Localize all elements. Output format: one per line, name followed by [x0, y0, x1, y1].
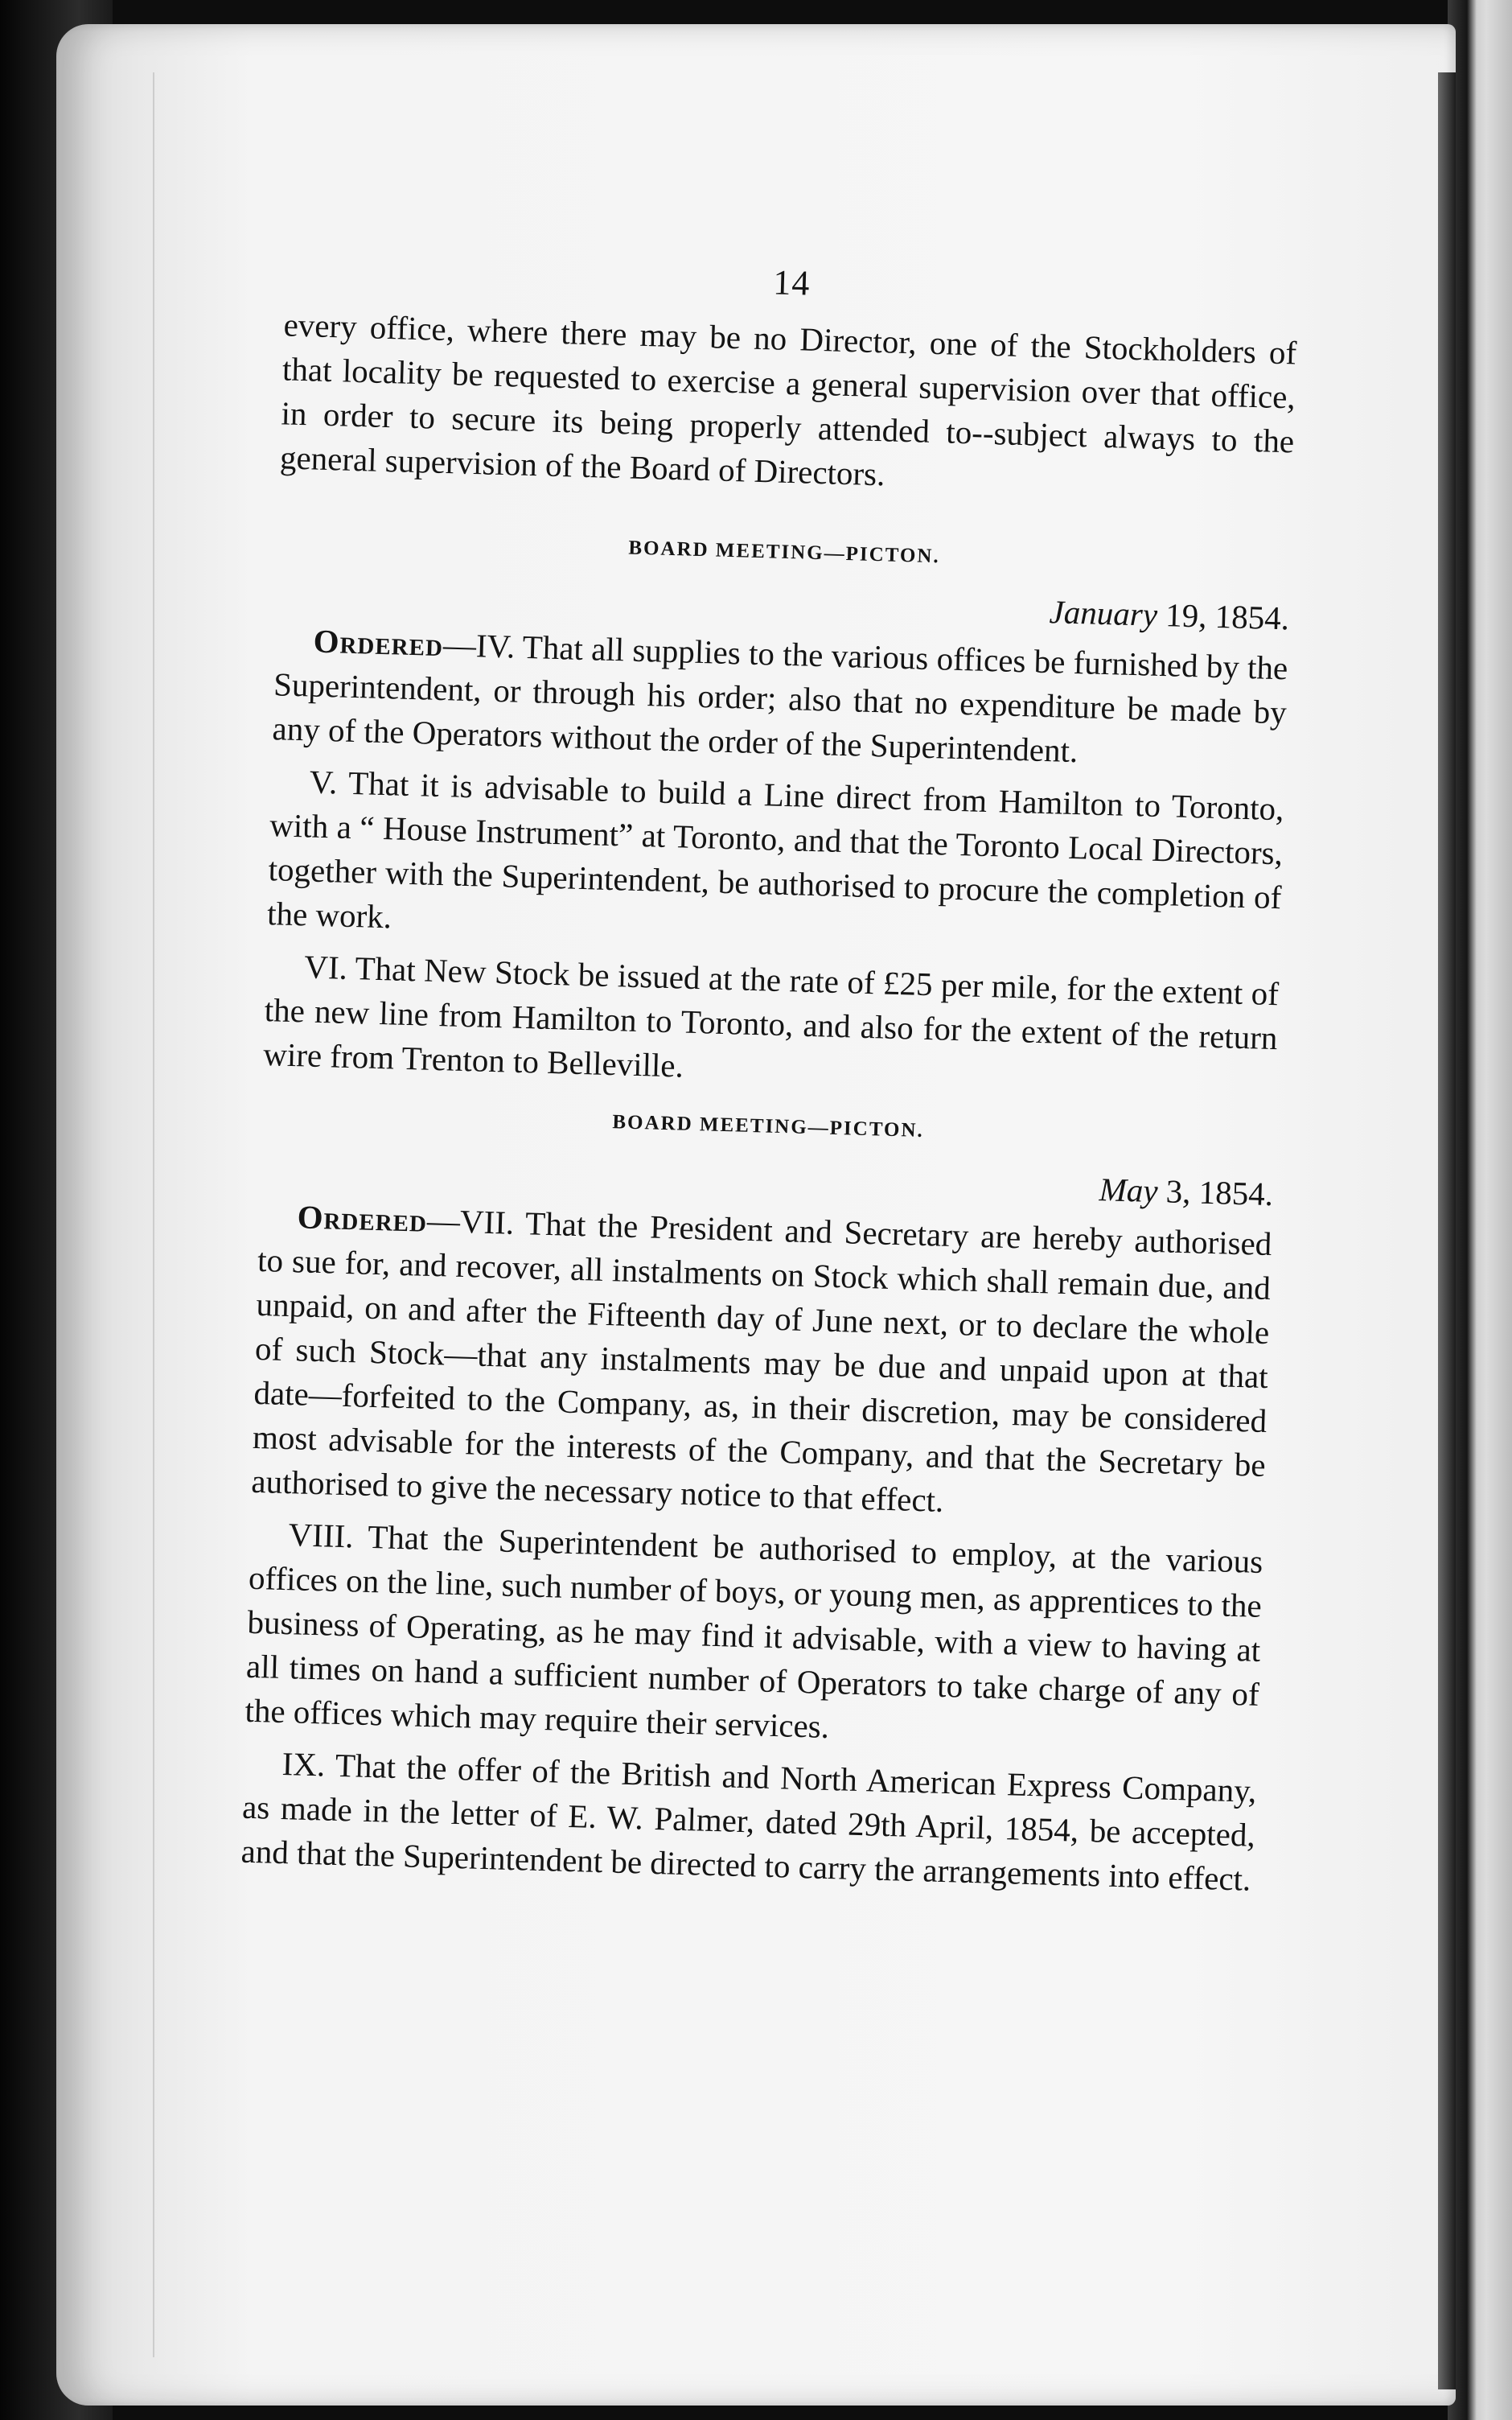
resolution-viii: VIII. That the Superintendent be authorised to employ, at the various offices on the line, such number of boys, or young men, as apprentices to the business of Operating, as he may find it advisable, with a view to having at all times on hand a sufficient number of Operators to take charge of any of the offices which may require their services. [244, 1516, 1263, 1745]
page-fold-line [153, 72, 154, 2357]
resolution-vi: VI. That New Stock be issued at the rate of £25 per mile, for the extent of the new line from Hamilton to Toronto, and also for the extent of the return wire from Trenton to Belleville. [262, 948, 1280, 1084]
page-text-block [240, 251, 1299, 1901]
resolution-vii [251, 1194, 1272, 1532]
meeting-date-rest-2: 3, 1854. [1165, 1172, 1274, 1213]
meeting-heading-2: BOARD MEETING—PICTON. [612, 1111, 925, 1142]
ordered-label-2: Ordered [297, 1198, 428, 1239]
page-number: 14 [772, 262, 811, 303]
resolution-iv-text: —IV. That all supplies to the various offices be furnished by the Superintendent, or through his order; also that no expenditure be made by any of the Operators without the order of the Superintendent. [272, 626, 1288, 770]
meeting-heading-1: BOARD MEETING—PICTON. [628, 537, 941, 568]
opening-paragraph: every office, where there may be no Director, one of the Stockholders of that locality be requested to exercise a general supervision over that office, in order to secure its being properly attended to--subject always to the general supervision of the Board of Directors. [279, 306, 1297, 493]
page-right-border [1438, 72, 1456, 2389]
resolution-iv [272, 618, 1288, 779]
ordered-label-1: Ordered [313, 622, 444, 664]
meeting-date-rest-1: 19, 1854. [1165, 596, 1290, 637]
resolution-vii-text: —VII. That the President and Secretary are hereby authorised to sue for, and recover, all instalments on Stock which shall remain due, and unpaid, on and after the Fifteenth day of June next, or to declare the whole of such Stock—that any instalments may be due and unpaid upon at that date—forfeited to the Company, as, in their discretion, may be considered most advisable for the interests of the Company, and that the Secretary be authorised to give the necessary notice to that effect. [250, 1201, 1272, 1519]
book-right-edge [1448, 0, 1512, 2420]
resolution-ix: IX. That the offer of the British and North American Express Company, as made in the letter of E. W. Palmer, dated 29th April, 1854, be accepted, and that the Superintendent be directed to carry the arrangements into effect. [240, 1745, 1257, 1898]
resolution-v: V. That it is advisable to build a Line direct from Hamilton to Toronto, with a “ House Instrument” at Toronto, and that the Toronto Local Directors, together with the Superintendent, be authorised to procure the completion of the work. [266, 763, 1285, 936]
meeting-date-month-2: May [1099, 1171, 1159, 1210]
meeting-date-month-1: January [1049, 593, 1158, 633]
